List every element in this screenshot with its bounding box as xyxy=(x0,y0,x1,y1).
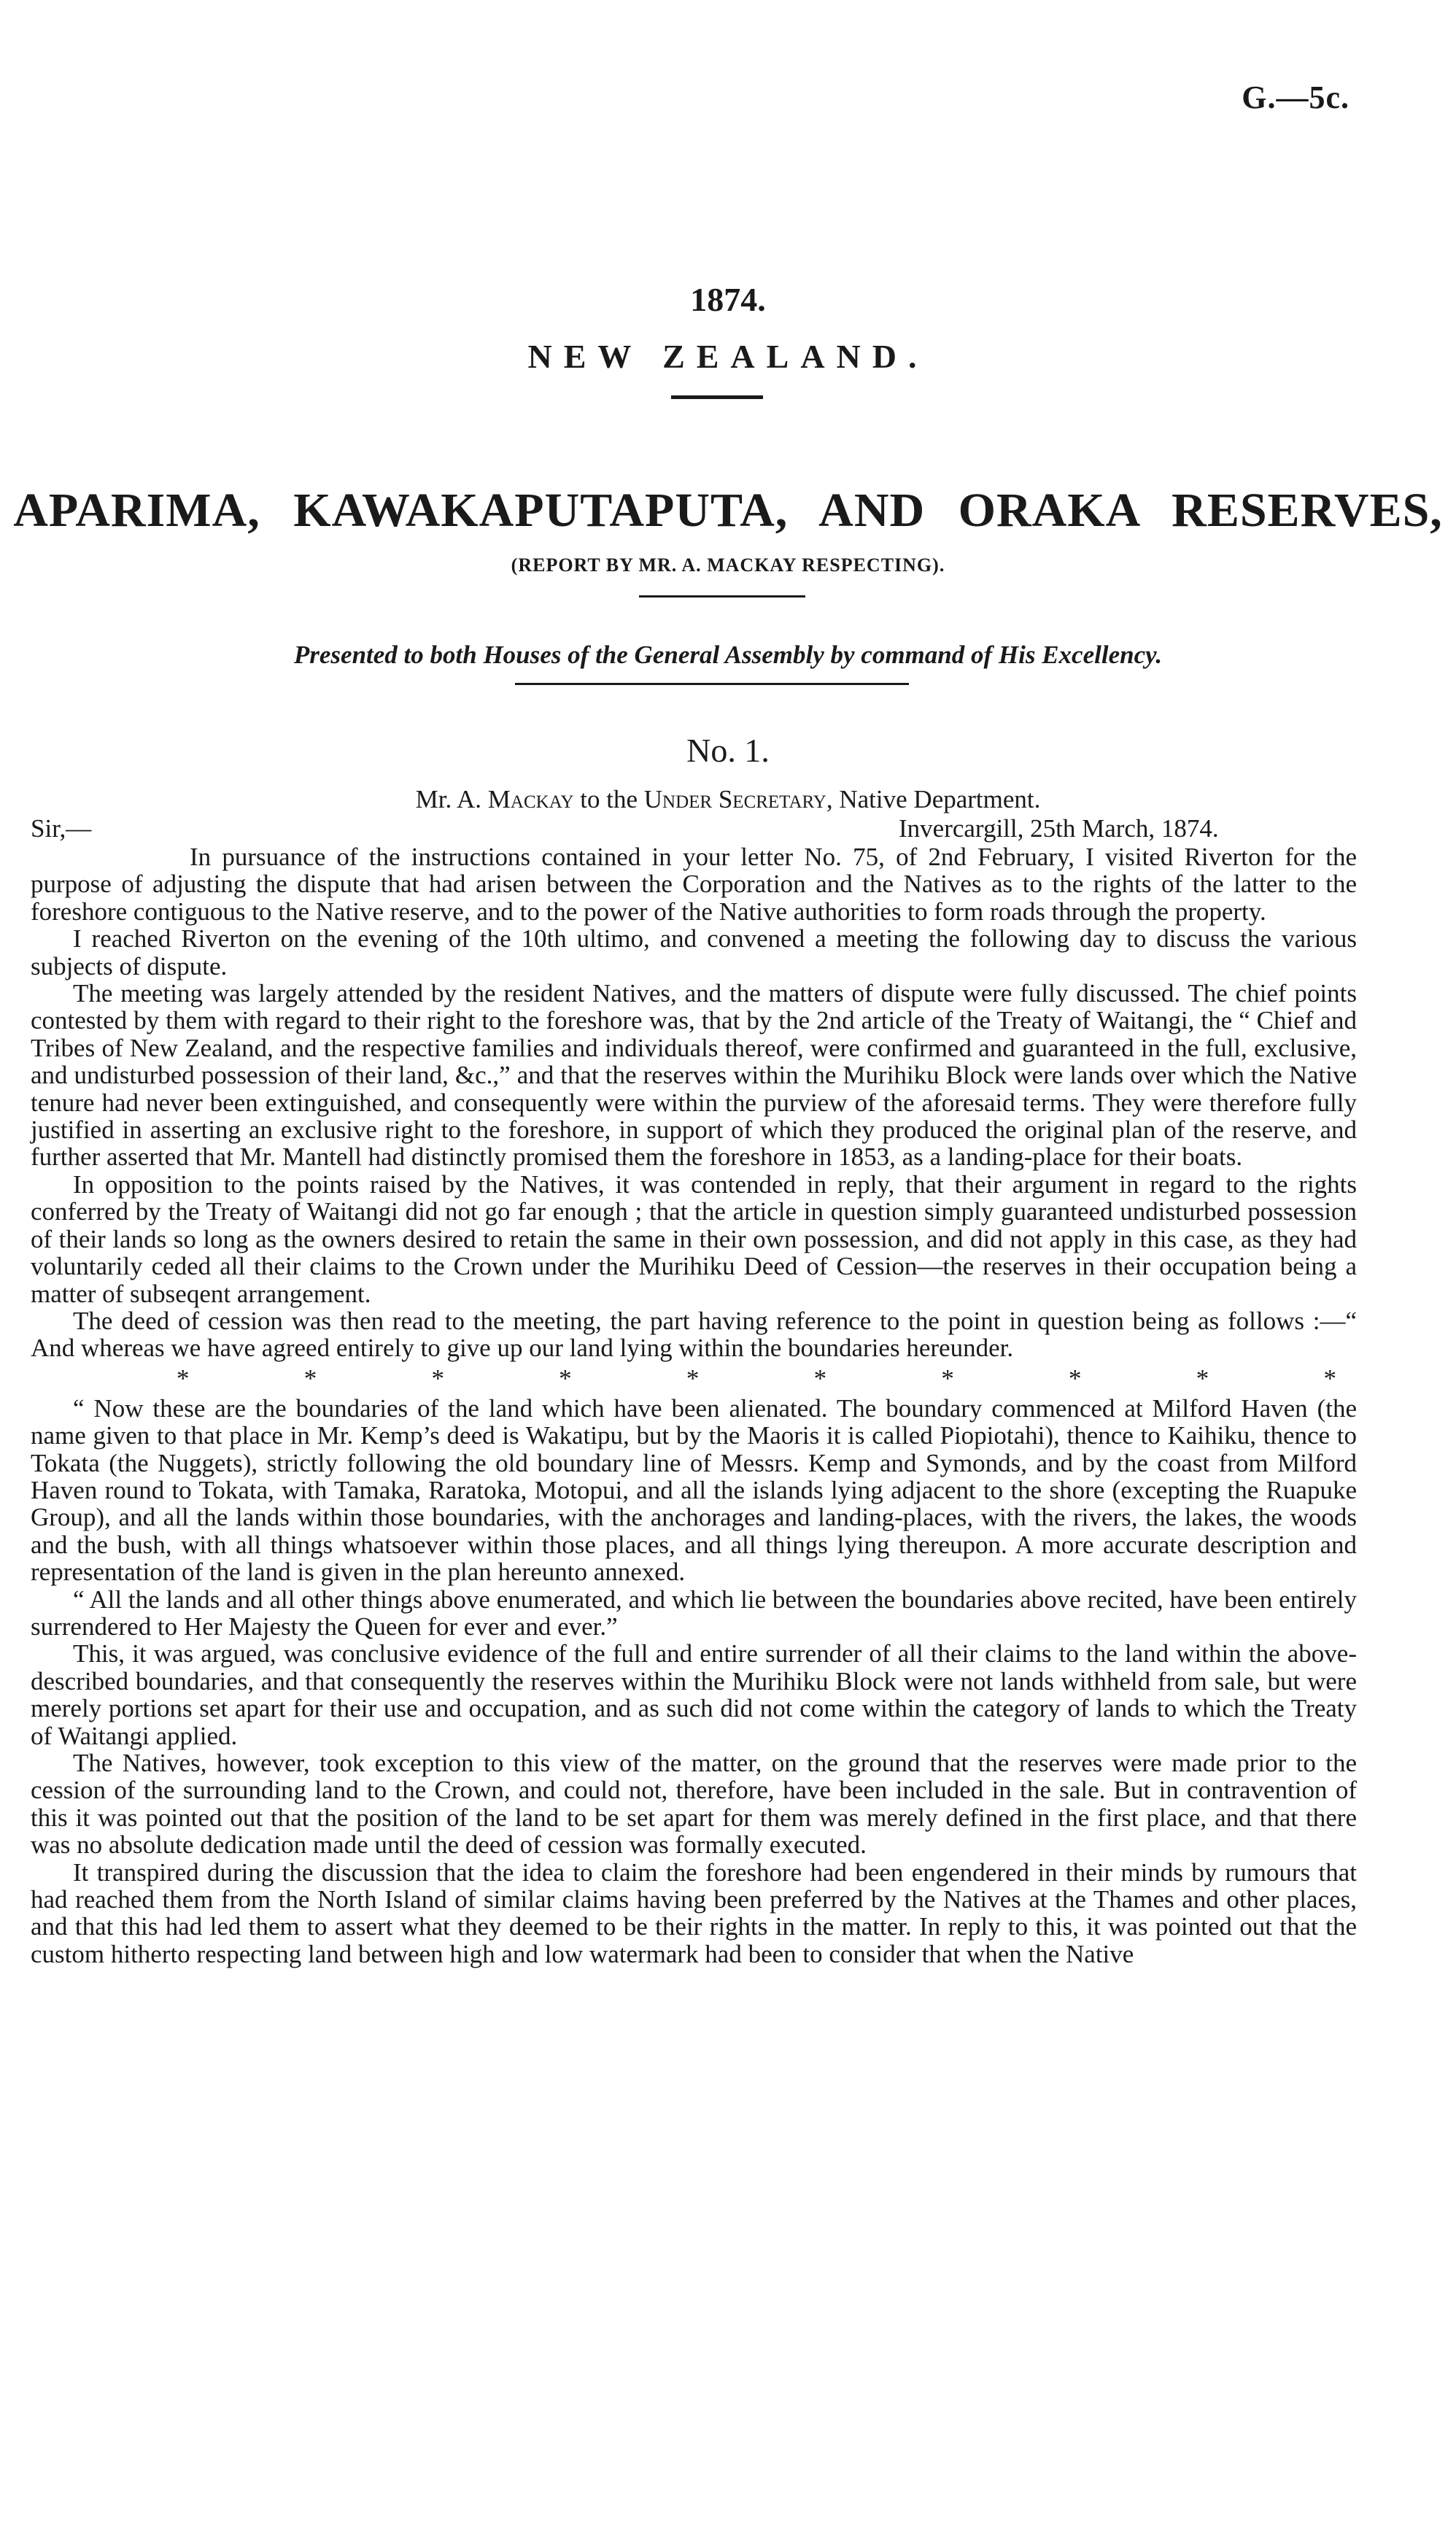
star: * xyxy=(941,1364,954,1393)
presentation-divider xyxy=(515,683,909,685)
paragraph: The Natives, however, took exception to this view of the matter, on the ground that the reserves were made prior to the cession of the surrounding land to the Crown, and could not, therefore, have been included in the sale. But in contravention of this it was pointed out that the position of the land to be set apart for them was merely defined in the first place, and that there was no absolute dedication made until the deed of cession was formally executed. xyxy=(31,1749,1357,1860)
star: * xyxy=(686,1364,700,1393)
letter-body xyxy=(31,843,1357,1968)
to-name: Under Secretary xyxy=(643,785,826,813)
heading-divider xyxy=(671,395,763,399)
star: * xyxy=(1069,1364,1082,1393)
document-subtitle: (REPORT BY MR. A. MACKAY RESPECTING). xyxy=(511,554,945,576)
subtitle-divider xyxy=(639,595,805,598)
presentation-note: Presented to both Houses of the General Assembly by command of His Excellency. xyxy=(293,641,1163,669)
star: * xyxy=(431,1364,444,1393)
star: * xyxy=(1323,1364,1336,1393)
document-title: APARIMA, KAWAKAPUTAPUTA, AND ORAKA RESERVES, xyxy=(13,484,1443,537)
star: * xyxy=(303,1364,317,1393)
paragraph: In opposition to the points raised by the Natives, it was contended in reply, that their argument in regard to the rights conferred by the Treaty of Waitangi did not go far enough ; that the article in question simply guaranteed undisturbed possession of their lands so long as the owners desired to retain the same in their own possession, and did not apply in this case, as they had voluntarily ceded all their claims to the Crown under the Murihiku Deed of Cession—the reserves in their occupation being a matter of subseqent arrangement. xyxy=(31,1169,1357,1308)
paragraph: It transpired during the discussion that the idea to claim the foreshore had been engendered in their minds by rumours that had reached them from the North Island of similar claims having been preferred by the Natives at the Thames and other places, and that this had led them to assert what they deemed to be their rights in the matter. In reply to this, it was pointed out that the custom hitherto respecting land between high and low watermark had been to consider that when the Native xyxy=(31,1857,1357,1968)
from-name: Mackay xyxy=(487,785,574,813)
country-heading: NEW ZEALAND. xyxy=(527,338,929,375)
star: * xyxy=(813,1364,827,1393)
quoted-paragraph: “ All the lands and all other things above enumerated, and which lie between the boundaries above recited, have been entirely surrendered to Her Majesty the Queen for ever and ever.” xyxy=(31,1585,1357,1641)
paragraph: In pursuance of the instructions contained in your letter No. 75, of 2nd February, I visited Riverton for the purpose of adjusting the dispute that had arisen between the Corporation and the Natives as to the rights of the latter to the foreshore contiguous to the Native reserve, and to the power of the Native authorities to form roads through the property. xyxy=(31,843,1357,926)
star: * xyxy=(1196,1364,1209,1393)
quoted-paragraph: “ Now these are the boundaries of the land which have been alienated. The boundary commenced at Milford Haven (the name given to that place in Mr. Kemp’s deed is Wakatipu, but by the Maoris it is called Piopiotahi), thence to Kaihiku, thence to Tokata (the Nuggets), strictly following the old boundary line of Messrs. Kemp and Symonds, and by the coast from Milford Haven round to Tokata, with Tamaka, Raratoka, Motopui, and all the islands lying adjacent to the shore (excepting the Ruapuke Group), and all the lands within those boundaries, with the anchorages and landing-places, with the rivers, the lakes, the woods and the bush, with all things whatsoever within those places, and all things lying thereupon. A more accurate description and representation of the land is given in the plan hereunto annexed. xyxy=(31,1393,1357,1587)
letter-number: No. 1. xyxy=(686,732,770,769)
paragraph: The meeting was largely attended by the resident Natives, and the matters of dispute were fully discussed. The chief points contested by them with regard to their right to the foreshore was, that by the 2nd article of the Treaty of Waitangi, the “ Chief and Tribes of New Zealand, and the respective families and individuals thereof, were confirmed and guaranteed in the full, exclusive, and undisturbed possession of their land, &c.,” and that the reserves within the Murihiku Block were lands over which the Native tenure had never been extinguished, and consequently were within the purview of the aforesaid terms. They were therefore fully justified in asserting an exclusive right to the foreshore, in support of which they produced the original plan of the reserve, and further asserted that Mr. Mantell had distinctly promised them the foreshore in 1853, as a landing-place for their boats. xyxy=(31,979,1357,1172)
from-prefix: Mr. A. xyxy=(415,785,488,813)
letter-from-to xyxy=(0,785,1456,814)
paragraph: The deed of cession was then read to the meeting, the part having reference to the point in question being as follows :—“ And whereas we have agreed entirely to give up our land lying within the boundaries hereunder. xyxy=(31,1306,1357,1363)
place-date: Invercargill, 25th March, 1874. xyxy=(899,814,1219,843)
paragraph: This, it was argued, was conclusive evidence of the full and entire surrender of all their claims to the land within the above-described boundaries, and that consequently the reserves within the Murihiku Block were not lands withheld from sale, but were merely portions set apart for their use and occupation, and as such did not come within the category of lands to which the Treaty of Waitangi applied. xyxy=(31,1639,1357,1750)
star: * xyxy=(177,1364,190,1393)
document-reference: G.—5c. xyxy=(1242,80,1349,115)
to-word: to the xyxy=(573,785,644,813)
ellipsis-stars xyxy=(31,1362,1357,1395)
salutation: Sir,— xyxy=(31,814,92,843)
paragraph: I reached Riverton on the evening of the 10th ultimo, and convened a meeting the following day to discuss the various subjects of dispute. xyxy=(31,924,1357,981)
star: * xyxy=(559,1364,572,1393)
department: , Native Department. xyxy=(826,785,1041,813)
document-year: 1874. xyxy=(690,281,766,318)
